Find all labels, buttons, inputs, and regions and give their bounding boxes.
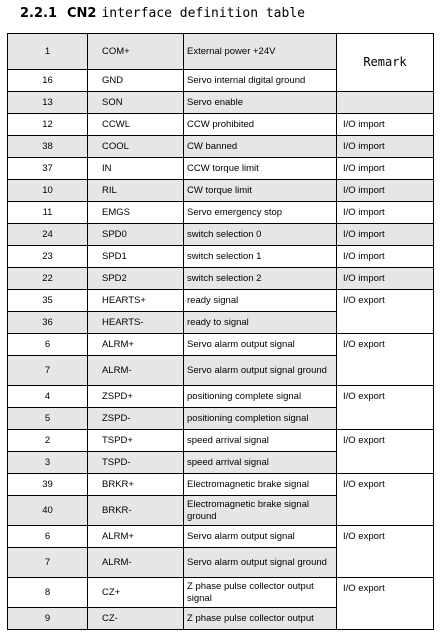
description-cell: Servo alarm output signal [184, 526, 337, 548]
table-row [8, 430, 434, 452]
pin-number-cell: 6 [8, 334, 88, 356]
signal-name-cell: COOL [88, 136, 184, 158]
pin-number-cell: 7 [8, 548, 88, 578]
description-cell: positioning complete signal [184, 386, 337, 408]
signal-name-cell: CCWL [88, 114, 184, 136]
signal-name-cell: ALRM- [88, 356, 184, 386]
remark-cell: I/O import [337, 202, 434, 224]
pin-number-cell: 6 [8, 526, 88, 548]
remark-cell: I/O import [337, 114, 434, 136]
section-number: 2.2.1 [20, 6, 58, 21]
signal-name-cell: ALRM+ [88, 526, 184, 548]
pin-number-cell: 10 [8, 180, 88, 202]
pin-number-cell: 11 [8, 202, 88, 224]
pin-number-cell: 13 [8, 92, 88, 114]
pin-number-cell: 38 [8, 136, 88, 158]
remark-cell: I/O export [337, 474, 434, 526]
pin-number-cell: 12 [8, 114, 88, 136]
pin-number-cell: 2 [8, 430, 88, 452]
signal-name-cell: ALRM- [88, 548, 184, 578]
pin-number-cell: 37 [8, 158, 88, 180]
signal-name-cell: BRKR- [88, 496, 184, 526]
table-row [8, 224, 434, 246]
pin-number-cell: 9 [8, 608, 88, 630]
signal-name-cell: CZ+ [88, 578, 184, 608]
description-cell: ready to signal [184, 312, 337, 334]
description-cell: switch selection 0 [184, 224, 337, 246]
remark-cell: I/O export [337, 526, 434, 578]
description-cell: speed arrival signal [184, 452, 337, 474]
description-cell: Servo alarm output signal [184, 334, 337, 356]
remark-cell: I/O import [337, 180, 434, 202]
signal-name-cell: BRKR+ [88, 474, 184, 496]
remark-cell: I/O import [337, 246, 434, 268]
pin-number-cell: 24 [8, 224, 88, 246]
remark-header-cell: Remark [337, 34, 434, 92]
section-heading [20, 5, 305, 23]
table-row [8, 92, 434, 114]
table-row [8, 268, 434, 290]
description-cell: switch selection 2 [184, 268, 337, 290]
description-cell: switch selection 1 [184, 246, 337, 268]
description-cell: CCW prohibited [184, 114, 337, 136]
remark-cell: I/O import [337, 136, 434, 158]
table-row [8, 386, 434, 408]
pin-number-cell: 22 [8, 268, 88, 290]
remark-cell: I/O export [337, 386, 434, 430]
pin-number-cell: 23 [8, 246, 88, 268]
pin-number-cell: 4 [8, 386, 88, 408]
table-row [8, 34, 434, 70]
description-cell: CCW torque limit [184, 158, 337, 180]
cn2-definition-table [7, 33, 434, 630]
signal-name-cell: TSPD+ [88, 430, 184, 452]
table-row [8, 136, 434, 158]
signal-name-cell: SON [88, 92, 184, 114]
table-row [8, 526, 434, 548]
description-cell: Servo alarm output signal ground [184, 548, 337, 578]
description-cell: positioning completion signal [184, 408, 337, 430]
table-row [8, 334, 434, 356]
description-cell: Z phase pulse collector output [184, 608, 337, 630]
description-cell: speed arrival signal [184, 430, 337, 452]
description-cell: Servo alarm output signal ground [184, 356, 337, 386]
remark-cell [337, 92, 434, 114]
remark-cell: I/O export [337, 430, 434, 474]
signal-name-cell: SPD0 [88, 224, 184, 246]
signal-name-cell: GND [88, 70, 184, 92]
signal-name-cell: HEARTS+ [88, 290, 184, 312]
pin-number-cell: 35 [8, 290, 88, 312]
signal-name-cell: IN [88, 158, 184, 180]
signal-name-cell: CZ- [88, 608, 184, 630]
signal-name-cell: SPD2 [88, 268, 184, 290]
signal-name-cell: SPD1 [88, 246, 184, 268]
table-row [8, 202, 434, 224]
description-cell: CW torque limit [184, 180, 337, 202]
section-connector-name: CN2 [67, 6, 97, 21]
description-cell: ready signal [184, 290, 337, 312]
remark-cell: I/O import [337, 224, 434, 246]
remark-cell: I/O import [337, 268, 434, 290]
signal-name-cell: RIL [88, 180, 184, 202]
signal-name-cell: ZSPD- [88, 408, 184, 430]
table-body [8, 34, 434, 630]
description-cell: Z phase pulse collector output signal [184, 578, 337, 608]
pin-number-cell: 3 [8, 452, 88, 474]
table-row [8, 114, 434, 136]
description-cell: Servo internal digital ground [184, 70, 337, 92]
table-row [8, 180, 434, 202]
signal-name-cell: ZSPD+ [88, 386, 184, 408]
remark-cell: I/O export [337, 290, 434, 334]
remark-cell: I/O export [337, 578, 434, 630]
pin-number-cell: 1 [8, 34, 88, 70]
description-cell: CW banned [184, 136, 337, 158]
pin-number-cell: 8 [8, 578, 88, 608]
description-cell: Servo emergency stop [184, 202, 337, 224]
pin-number-cell: 5 [8, 408, 88, 430]
description-cell: Servo enable [184, 92, 337, 114]
table-row [8, 158, 434, 180]
table-row [8, 246, 434, 268]
remark-cell: I/O export [337, 334, 434, 386]
table-row [8, 578, 434, 608]
description-cell: Electromagnetic brake signal [184, 474, 337, 496]
signal-name-cell: EMGS [88, 202, 184, 224]
pin-number-cell: 7 [8, 356, 88, 386]
description-cell: Electromagnetic brake signal ground [184, 496, 337, 526]
pin-number-cell: 40 [8, 496, 88, 526]
table-row [8, 474, 434, 496]
pin-number-cell: 39 [8, 474, 88, 496]
section-title-text: interface definition table [101, 6, 305, 21]
signal-name-cell: TSPD- [88, 452, 184, 474]
description-cell: External power +24V [184, 34, 337, 70]
signal-name-cell: HEARTS- [88, 312, 184, 334]
pin-number-cell: 36 [8, 312, 88, 334]
signal-name-cell: ALRM+ [88, 334, 184, 356]
pin-number-cell: 16 [8, 70, 88, 92]
remark-cell: I/O import [337, 158, 434, 180]
table-row [8, 290, 434, 312]
signal-name-cell: COM+ [88, 34, 184, 70]
